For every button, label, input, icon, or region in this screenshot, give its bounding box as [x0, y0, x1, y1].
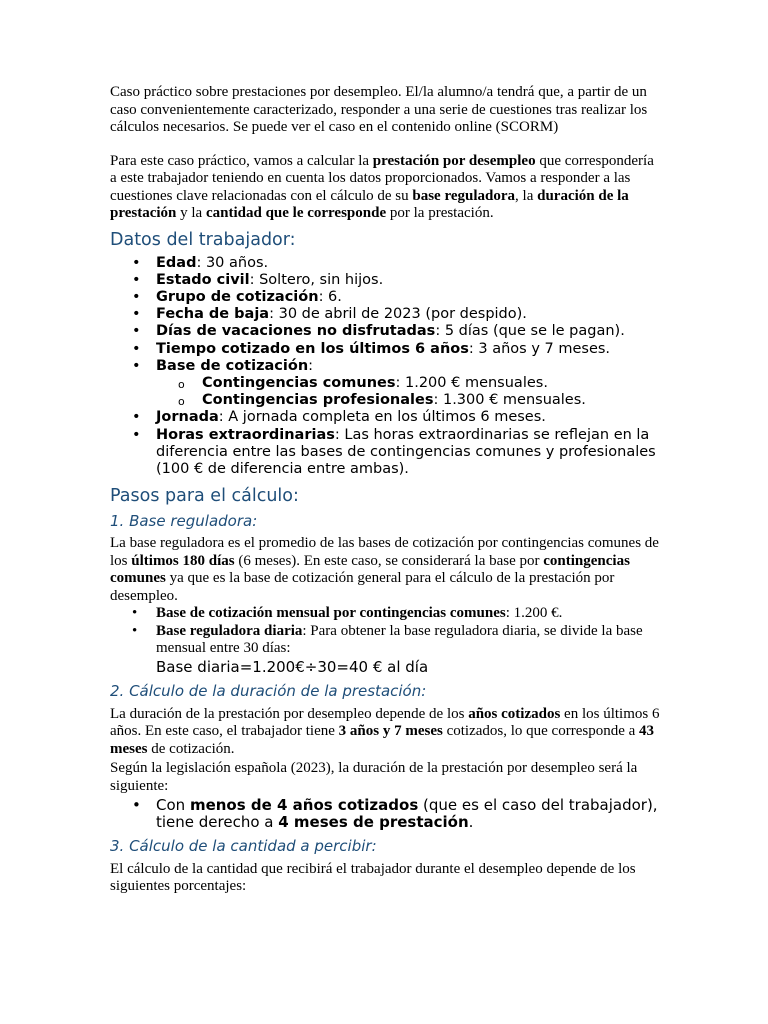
- bullet-icon: •: [132, 271, 141, 288]
- text-run: (6 meses). En este caso, se considerará la base por: [234, 552, 544, 569]
- text-run: .: [468, 813, 474, 832]
- text-run: y la: [176, 205, 206, 221]
- bullet-icon: •: [132, 796, 141, 815]
- item-label: Base de cotización: [156, 357, 309, 374]
- item-value: : Para obtener la base reguladora diaria, se divide la base mensual entre 30 días:: [156, 622, 643, 657]
- bold-run: menos de 4 años cotizados: [189, 796, 419, 815]
- bold-run: últimos 180 días: [131, 552, 235, 569]
- item-label: Base de cotización mensual por contingencias comunes: [156, 605, 506, 622]
- document-page: [110, 84, 660, 896]
- bold-run: duración de la prestación: [110, 187, 629, 221]
- bullet-icon: •: [132, 426, 141, 443]
- text-run: La base reguladora es el promedio de las bases de cotización por contingencias comunes de los: [110, 535, 659, 569]
- item-label: Fecha de baja: [156, 306, 270, 323]
- text-run: Para este caso práctico, vamos a calcular la: [110, 152, 373, 169]
- daily-base-formula: Base diaria=1.200€÷30=40 € al día: [156, 657, 429, 676]
- item-label: Estado civil: [156, 271, 250, 288]
- list-item: [110, 289, 660, 306]
- list-item: [110, 272, 660, 289]
- list-item: [110, 409, 660, 426]
- amount-heading: 3. Cálculo de la cantidad a percibir:: [110, 836, 377, 855]
- duration-list: [110, 797, 660, 831]
- item-label: Horas extraordinarias: [156, 426, 335, 443]
- item-value: :: [308, 357, 314, 374]
- item-value: : Las horas extraordinarias se reflejan en la diferencia entre las bases de contingencias comunes y profesionales (100 € de diferencia entre ambas).: [156, 426, 656, 477]
- bold-run: años cotizados: [468, 705, 561, 722]
- item-value: : Soltero, sin hijos.: [249, 271, 384, 288]
- item-label: Días de vacaciones no disfrutadas: [156, 323, 436, 340]
- worker-data-list: [110, 255, 660, 479]
- intro-paragraph: Caso práctico sobre prestaciones por desempleo. El/la alumno/a tendrá que, a partir de un caso convenientemente caracterizado, responder a una serie de cuestiones tras realizar los cálculos necesarios. Se puede ver el caso en el contenido online (SCORM): [110, 84, 648, 135]
- regulatory-base-heading: 1. Base reguladora:: [110, 512, 258, 531]
- contribution-base-sublist: [156, 375, 660, 409]
- bullet-icon: •: [132, 254, 141, 271]
- bold-run: 3 años y 7 meses: [338, 723, 443, 740]
- text-run: , la: [515, 187, 538, 204]
- list-item: [110, 323, 660, 340]
- bold-run: contingencias comunes: [110, 552, 630, 587]
- sub-bullet-icon: o: [178, 395, 185, 409]
- calculation-steps-heading: Pasos para el cálculo:: [110, 486, 299, 507]
- regulatory-base-paragraph: [110, 535, 660, 605]
- bullet-icon: •: [132, 306, 141, 323]
- item-label: Edad: [156, 254, 197, 271]
- duration-heading: 2. Cálculo de la duración de la prestación:: [110, 681, 427, 700]
- sub-list-item: [110, 392, 660, 409]
- item-value: : A jornada completa en los últimos 6 meses.: [218, 409, 546, 426]
- bold-run: prestación por desempleo: [372, 152, 536, 169]
- regulatory-base-list: [110, 605, 660, 676]
- text-run: La duración de la prestación por desempleo depende de los: [110, 705, 469, 722]
- text-run: ya que es la base de cotización general para el cálculo de la prestación por desempleo.: [110, 570, 615, 604]
- item-value: : 5 días (que se le pagan).: [435, 323, 625, 340]
- list-item: [110, 797, 660, 831]
- bold-run: base reguladora: [412, 187, 516, 204]
- list-item: [110, 605, 660, 623]
- worker-data-heading: Datos del trabajador:: [110, 229, 296, 250]
- list-item: [110, 306, 660, 323]
- item-value: : 1.300 € mensuales.: [433, 392, 586, 409]
- item-value: : 30 años.: [196, 254, 269, 271]
- sub-list-item: [110, 375, 660, 392]
- item-label: Grupo de cotización: [156, 288, 319, 305]
- text-run: de cotización.: [147, 740, 235, 757]
- item-label: Base reguladora diaria: [156, 622, 303, 639]
- bullet-icon: •: [132, 288, 141, 305]
- text-run: por la prestación.: [386, 205, 494, 221]
- legislation-paragraph: Según la legislación española (2023), la duración de la prestación por desempleo será la siguiente:: [110, 760, 638, 794]
- text-run: cotizados, lo que corresponde a: [442, 723, 640, 740]
- bold-run: 43 meses: [110, 723, 655, 757]
- bold-run: cantidad que le corresponde: [205, 205, 387, 221]
- list-item: [110, 341, 660, 358]
- bold-run: 4 meses de prestación: [278, 813, 469, 832]
- bullet-icon: •: [132, 340, 141, 357]
- calculation-intro-paragraph: [110, 153, 660, 223]
- list-item: [110, 623, 660, 676]
- amount-paragraph: El cálculo de la cantidad que recibirá el trabajador durante el desempleo depende de los siguientes porcentajes:: [110, 860, 636, 895]
- item-value: : 6.: [318, 288, 342, 305]
- item-label: Jornada: [156, 409, 219, 426]
- item-value: : 1.200 € mensuales.: [395, 374, 548, 391]
- bullet-icon: •: [132, 323, 141, 340]
- item-label: Contingencias profesionales: [202, 392, 434, 409]
- item-label: Contingencias comunes: [202, 374, 396, 391]
- bullet-icon: •: [132, 357, 141, 374]
- item-value: : 1.200 €.: [505, 605, 563, 622]
- text-run: en los últimos 6 años. En este caso, el trabajador tiene: [110, 705, 660, 740]
- list-item: [110, 358, 660, 410]
- bullet-icon: •: [132, 409, 141, 426]
- list-item: [110, 427, 660, 479]
- duration-paragraph: [110, 706, 660, 759]
- text-run: (que es el caso del trabajador), tiene derecho a: [156, 796, 658, 832]
- list-item: [110, 255, 660, 272]
- item-label: Tiempo cotizado en los últimos 6 años: [156, 340, 469, 357]
- text-run: que correspondería a este trabajador teniendo en cuenta los datos proporcionados. Vamos a responder a las cuestiones clave relacionadas con el cálculo de su: [110, 152, 654, 204]
- bullet-icon: •: [132, 605, 138, 622]
- sub-bullet-icon: o: [178, 377, 185, 391]
- bullet-icon: •: [132, 622, 138, 639]
- item-value: : 3 años y 7 meses.: [468, 340, 611, 357]
- text-run: Con: [156, 796, 190, 815]
- item-value: : 30 de abril de 2023 (por despido).: [269, 306, 527, 323]
